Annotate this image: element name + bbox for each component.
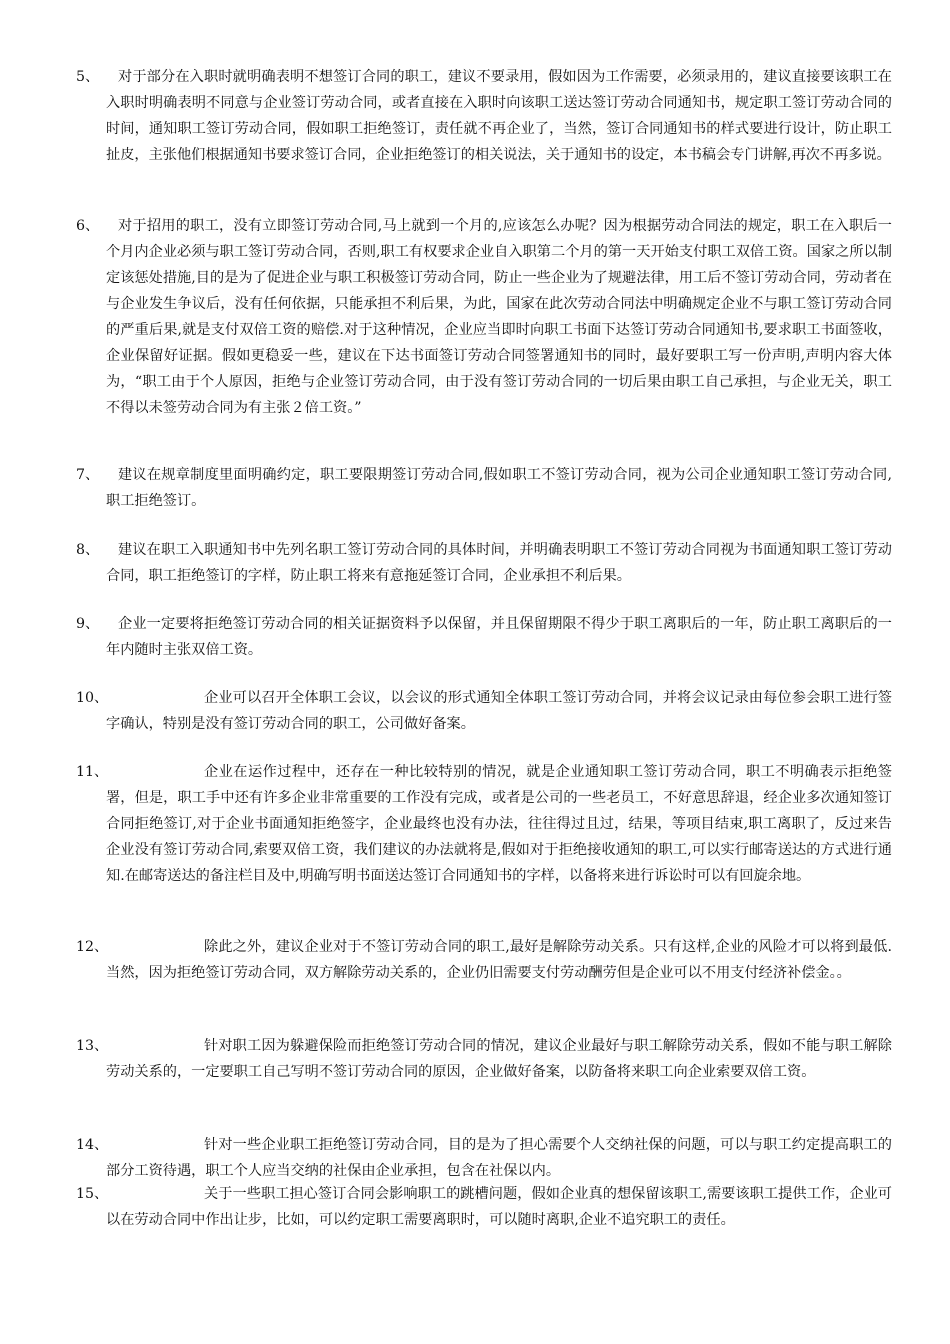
item-text: 企业一定要将拒绝签订劳动合同的相关证据资料予以保留，并且保留期限不得少于职工离职后的一年，防止职工离职后的一年内随时主张双倍工资。 (106, 616, 892, 658)
item-text: 针对职工因为躲避保险而拒绝签订劳动合同的情况，建议企业最好与职工解除劳动关系，假如不能与职工解除劳动关系的，一定要职工自己写明不签订劳动合同的原因，企业做好备案，以防备将来职工向企业索要双倍工资。 (106, 1038, 892, 1080)
item-text: 对于部分在入职时就明确表明不想签订合同的职工，建议不要录用，假如因为工作需要，必须录用的，建议直接要该职工在入职时明确表明不同意与企业签订劳动合同，或者直接在入职时向该职工送达签订劳动合同通知书，规定职工签订劳动合同的时间，通知职工签订劳动合同，假如职工拒绝签订，责任就不再企业了，当然，签订合同通知书的样式要进行设计，防止职工扯皮，主张他们根据通知书要求签订合同，企业拒绝签订的相关说法，关于通知书的设定，本书稿会专门讲解,再次不再多说。 (106, 69, 892, 163)
item-text: 对于招用的职工，没有立即签订劳动合同,马上就到一个月的,应该怎么办呢？因为根据劳动合同法的规定，职工在入职后一个月内企业必须与职工签订劳动合同，否则,职工有权要求企业自入职第二个月的第一天开始支付职工双倍工资。国家之所以制定该惩处措施,目的是为了促进企业与职工积极签订劳动合同，防止一些企业为了规避法律，用工后不签订劳动合同，劳动者在与企业发生争议后，没有任何依据，只能承担不利后果，为此，国家在此次劳动合同法中明确规定企业不与职工签订劳动合同的严重后果,就是支付双倍工资的赔偿.对于这种情况，企业应当即时向职工书面下达签订劳动合同通知书,要求职工书面签收，企业保留好证据。假如更稳妥一些，建议在下达书面签订劳动合同签署通知书的同时，最好要职工写一份声明,声明内容大体为，“职工由于个人原因，拒绝与企业签订劳动合同，由于没有签订劳动合同的一切后果由职工自己承担，与企业无关，职工不得以未签劳动合同为有主张２倍工资。” (106, 218, 892, 416)
item-number: 6、 (76, 218, 100, 234)
list-item (76, 934, 892, 986)
item-number: 12、 (76, 939, 109, 955)
list-item (76, 759, 892, 889)
item-number: 9、 (76, 616, 100, 632)
item-text: 针对一些企业职工拒绝签订劳动合同，目的是为了担心需要个人交纳社保的问题，可以与职工约定提高职工的部分工资待遇，职工个人应当交纳的社保由企业承担，包含在社保以内。 (106, 1137, 892, 1179)
item-number: 14、 (76, 1137, 109, 1153)
item-text: 企业可以召开全体职工会议，以会议的形式通知全体职工签订劳动合同，并将会议记录由每位参会职工进行签字确认，特别是没有签订劳动合同的职工，公司做好备案。 (106, 690, 892, 732)
list-item (76, 1033, 892, 1085)
list-item (76, 64, 892, 168)
item-text: 建议在规章制度里面明确约定，职工要限期签订劳动合同,假如职工不签订劳动合同，视为公司企业通知职工签订劳动合同,职工拒绝签订。 (106, 467, 892, 509)
item-number: 5、 (76, 69, 100, 85)
list-item (76, 462, 892, 514)
list-item (76, 685, 892, 737)
list-item (76, 1181, 892, 1233)
item-number: 8、 (76, 542, 100, 558)
item-text: 关于一些职工担心签订合同会影响职工的跳槽问题，假如企业真的想保留该职工,需要该职工提供工作，企业可以在劳动合同中作出让步，比如，可以约定职工需要离职时，可以随时离职,企业不追究职工的责任。 (106, 1186, 892, 1228)
item-number: 7、 (76, 467, 100, 483)
item-text: 建议在职工入职通知书中先列名职工签订劳动合同的具体时间，并明确表明职工不签订劳动合同视为书面通知职工签订劳动合同，职工拒绝签订的字样，防止职工将来有意拖延签订合同，企业承担不利后果。 (106, 542, 892, 584)
item-number: 13、 (76, 1038, 109, 1054)
list-item (76, 1132, 892, 1184)
list-item (76, 537, 892, 589)
item-text: 除此之外，建议企业对于不签订劳动合同的职工,最好是解除劳动关系。只有这样,企业的风险才可以将到最低.当然，因为拒绝签订劳动合同，双方解除劳动关系的，企业仍旧需要支付劳动酬劳但是企业可以不用支付经济补偿金。。 (106, 939, 892, 981)
item-text: 企业在运作过程中，还存在一种比较特别的情况，就是企业通知职工签订劳动合同，职工不明确表示拒绝签署，但是，职工手中还有许多企业非常重要的工作没有完成，或者是公司的一些老员工，不好意思辞退，经企业多次通知签订合同拒绝签订,对于企业书面通知拒绝签字，企业最终也没有办法，往往得过且过，结果，等项目结束,职工离职了，反过来告企业没有签订劳动合同,索要双倍工资，我们建议的办法就将是,假如对于拒绝接收通知的职工,可以实行邮寄送达的方式进行通知.在邮寄送达的备注栏目及中,明确写明书面送达签订合同通知书的字样，以备将来进行诉讼时可以有回旋余地。 (106, 764, 892, 884)
list-item (76, 213, 892, 421)
item-number: 15、 (76, 1186, 109, 1202)
item-number: 10、 (76, 690, 109, 706)
list-item (76, 611, 892, 663)
item-number: 11、 (76, 764, 109, 780)
